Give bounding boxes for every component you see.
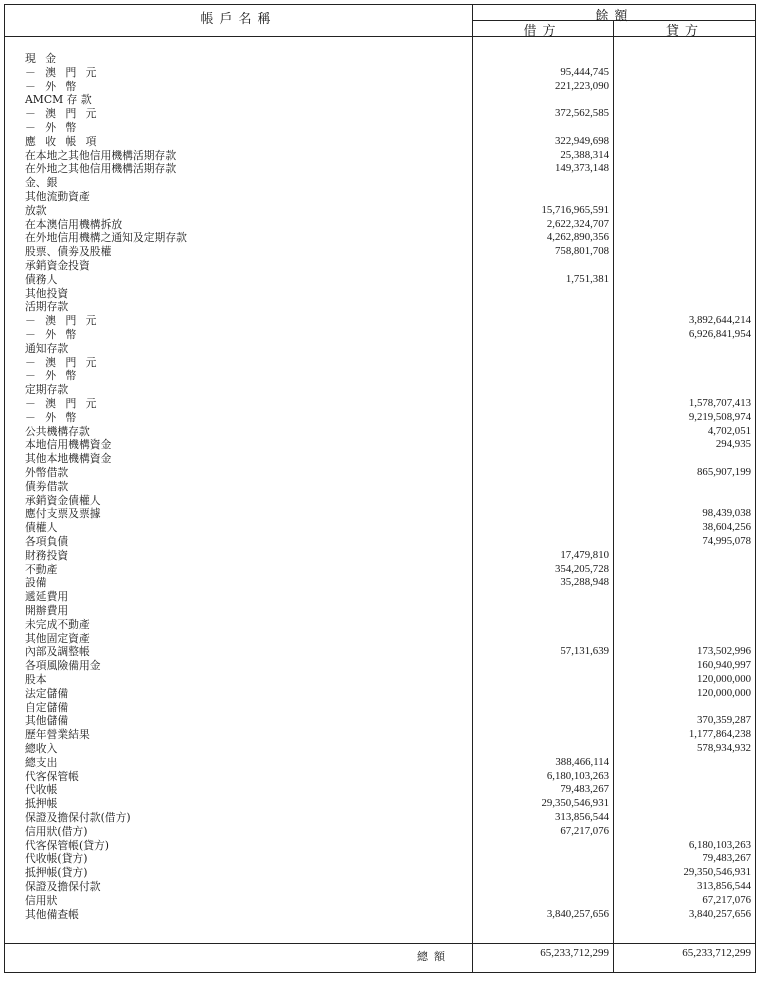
table-row [5, 590, 757, 604]
account-name: 代客保管帳 [25, 769, 79, 783]
credit-amount: 370,359,287 [697, 714, 751, 727]
account-name: 未完成不動產 [25, 617, 90, 631]
account-name: 信用狀(借方) [25, 824, 88, 838]
credit-amount: 74,995,078 [702, 535, 751, 547]
debit-amount: 67,217,076 [560, 824, 609, 837]
account-name: 放款 [25, 203, 47, 217]
account-name: 其他流動資產 [25, 190, 90, 203]
credit-amount: 120,000,000 [697, 673, 751, 685]
account-name: － 澳 門 元 [25, 355, 100, 369]
account-name: 債劵借款 [25, 479, 69, 493]
table-row [5, 149, 757, 163]
account-name: 承銷資金債權人 [25, 493, 101, 507]
account-name: 活期存款 [25, 300, 69, 314]
account-name: 不動產 [25, 562, 58, 576]
table-row [5, 190, 757, 204]
table-row [5, 728, 757, 742]
table-row [5, 176, 757, 190]
debit-amount: 149,373,148 [555, 162, 609, 175]
account-name: AMCM 存 款 [25, 93, 92, 107]
account-name: 定期存款 [25, 383, 69, 397]
debit-amount: 322,949,698 [555, 134, 609, 147]
debit-amount: 1,751,381 [565, 272, 609, 285]
account-name: 在本澳信用機構拆放 [25, 217, 123, 231]
account-name: － 外 幣 [25, 79, 80, 93]
table-row [5, 825, 757, 839]
table-row [5, 673, 757, 687]
credit-amount: 79,483,267 [702, 852, 751, 865]
debit-amount: 3,840,257,656 [546, 907, 609, 920]
table-row [5, 742, 757, 756]
table-row [5, 756, 757, 770]
account-name: 法定儲備 [25, 686, 69, 700]
table-row [5, 480, 757, 494]
total-debit: 65,233,712,299 [540, 947, 609, 959]
account-name: 其他固定資產 [25, 631, 90, 645]
table-row [5, 604, 757, 618]
table-row [5, 535, 757, 549]
debit-amount: 388,466,114 [555, 755, 609, 768]
table-row [5, 714, 757, 728]
debit-amount: 25,388,314 [560, 148, 609, 161]
table-row [5, 328, 757, 342]
account-name: 在外地之其他信用機構活期存款 [25, 162, 177, 176]
table-row [5, 452, 757, 466]
account-name: 本地信用機構資金 [25, 438, 112, 452]
credit-amount: 9,219,508,974 [688, 410, 751, 423]
account-name: 總支出 [25, 755, 58, 769]
debit-amount: 4,262,890,356 [546, 231, 609, 244]
account-name: 公共機構存款 [25, 424, 90, 438]
table-row [5, 397, 757, 411]
account-name: 通知存款 [25, 341, 69, 355]
table-row [5, 231, 757, 245]
table-row [5, 273, 757, 287]
credit-amount: 98,439,038 [702, 507, 751, 520]
debit-amount: 79,483,267 [560, 783, 609, 796]
table-row [5, 866, 757, 880]
table-row [5, 52, 757, 66]
account-name: 在外地信用機構之通知及定期存款 [25, 231, 187, 245]
account-name: 信用狀 [25, 893, 58, 907]
table-row [5, 245, 757, 259]
table-row [5, 645, 757, 659]
table-row [5, 494, 757, 508]
account-name: 其他本地機構資金 [25, 452, 112, 466]
debit-header: 借方 [523, 24, 562, 39]
table-row [5, 314, 757, 328]
account-name: 內部及調整帳 [25, 645, 90, 659]
account-name: 其他備查帳 [25, 907, 79, 921]
credit-amount: 1,177,864,238 [688, 728, 751, 741]
credit-amount: 120,000,000 [697, 686, 751, 699]
table-row [5, 93, 757, 107]
debit-amount: 354,205,728 [555, 562, 609, 575]
table-row [5, 425, 757, 439]
account-name: 應付支票及票據 [25, 507, 101, 521]
credit-amount: 3,892,644,214 [688, 314, 751, 327]
account-name: 各項負債 [25, 535, 69, 548]
table-row [5, 797, 757, 811]
table-row [5, 135, 757, 149]
table-row [5, 563, 757, 577]
total-credit: 65,233,712,299 [682, 947, 751, 959]
table-row [5, 66, 757, 80]
table-row [5, 880, 757, 894]
account-name: 開辦費用 [25, 604, 69, 617]
debit-amount: 95,444,745 [560, 65, 609, 78]
account-name: 其他儲備 [25, 714, 69, 728]
table-row [5, 852, 757, 866]
table-row [5, 369, 757, 383]
credit-amount: 578,934,932 [697, 742, 751, 754]
account-name: 代客保管帳(貸方) [25, 838, 110, 852]
table-row [5, 107, 757, 121]
table-row [5, 811, 757, 825]
account-name: 保證及擔保付款(借方) [25, 811, 131, 824]
table-row [5, 549, 757, 563]
account-name: 金、銀 [25, 176, 58, 190]
table-row [5, 632, 757, 646]
table-row [5, 659, 757, 673]
account-name: 保證及擔保付款 [25, 880, 101, 893]
account-name: 代收帳 [25, 783, 58, 797]
account-name: 設備 [25, 576, 47, 590]
account-name: 債務人 [25, 272, 58, 286]
credit-amount: 160,940,997 [697, 659, 751, 672]
credit-header: 貸方 [665, 24, 704, 39]
credit-amount: 6,180,103,263 [688, 838, 751, 851]
debit-amount: 17,479,810 [560, 548, 609, 561]
table-row [5, 783, 757, 797]
table-row [5, 618, 757, 632]
account-name: 抵押帳 [25, 797, 58, 811]
credit-amount: 6,926,841,954 [688, 328, 751, 340]
table-row [5, 80, 757, 94]
table-row [5, 259, 757, 273]
credit-amount: 3,840,257,656 [688, 907, 751, 920]
credit-amount: 67,217,076 [702, 893, 751, 906]
trial-balance-table [4, 4, 756, 973]
debit-amount: 35,288,948 [560, 576, 609, 589]
account-name: － 澳 門 元 [25, 107, 100, 121]
total-label: 總額 [417, 950, 451, 963]
credit-amount: 313,856,544 [697, 880, 751, 892]
table-row [5, 894, 757, 908]
table-row [5, 162, 757, 176]
debit-amount: 313,856,544 [555, 811, 609, 823]
credit-amount: 865,907,199 [697, 466, 751, 478]
account-name: 在本地之其他信用機構活期存款 [25, 148, 177, 162]
table-row [5, 466, 757, 480]
account-name: － 外 幣 [25, 410, 80, 424]
credit-amount: 294,935 [715, 438, 751, 451]
table-row [5, 701, 757, 715]
table-row [5, 521, 757, 535]
table-row [5, 121, 757, 135]
credit-amount: 173,502,996 [697, 645, 751, 658]
credit-amount: 38,604,256 [702, 521, 751, 534]
account-name: 應 收 帳 項 [25, 134, 100, 148]
account-name: 現 金 [25, 52, 60, 65]
account-name: 其他投資 [25, 286, 69, 300]
table-row [5, 342, 757, 356]
account-name: 股票、債劵及股權 [25, 245, 112, 259]
account-name: 股本 [25, 673, 47, 686]
table-row [5, 356, 757, 370]
debit-amount: 29,350,546,931 [541, 797, 609, 810]
table-row [5, 770, 757, 784]
table-row [5, 687, 757, 701]
balance-header: 餘額 [595, 9, 634, 24]
debit-amount: 2,622,324,707 [546, 217, 609, 230]
account-name: 自定儲備 [25, 700, 69, 714]
account-name: － 澳 門 元 [25, 65, 100, 79]
account-name: 外幣借款 [25, 466, 69, 479]
credit-amount: 1,578,707,413 [688, 397, 751, 409]
account-name: 抵押帳(貸方) [25, 866, 88, 880]
credit-amount: 4,702,051 [707, 424, 751, 437]
table-row [5, 204, 757, 218]
account-name: － 澳 門 元 [25, 314, 100, 328]
table-row [5, 411, 757, 425]
debit-amount: 57,131,639 [560, 645, 609, 658]
credit-amount: 29,350,546,931 [683, 866, 751, 879]
account-name: 各項風險備用金 [25, 659, 101, 673]
account-name: 總收入 [25, 742, 58, 755]
account-name: 承銷資金投資 [25, 259, 90, 272]
debit-amount: 372,562,585 [555, 107, 609, 120]
table-row [5, 383, 757, 397]
account-name: － 外 幣 [25, 121, 80, 134]
account-name: － 外 幣 [25, 328, 80, 341]
debit-amount: 221,223,090 [555, 79, 609, 92]
account-name: － 外 幣 [25, 369, 80, 383]
table-row [5, 576, 757, 590]
table-row [5, 218, 757, 232]
table-row [5, 839, 757, 853]
account-name: 代收帳(貸方) [25, 852, 88, 866]
totals-divider [5, 943, 755, 944]
account-name: － 澳 門 元 [25, 397, 100, 410]
table-row [5, 908, 757, 922]
table-row [5, 287, 757, 301]
debit-amount: 6,180,103,263 [546, 769, 609, 782]
debit-amount: 758,801,708 [555, 245, 609, 258]
table-row [5, 438, 757, 452]
account-name: 債權人 [25, 521, 58, 535]
account-name: 歷年營業結果 [25, 728, 90, 742]
account-name-header: 帳戶名稱 [200, 12, 277, 27]
table-row [5, 507, 757, 521]
account-name: 遞延費用 [25, 590, 69, 604]
table-row [5, 300, 757, 314]
debit-amount: 15,716,965,591 [541, 203, 609, 216]
account-name: 財務投資 [25, 548, 69, 562]
